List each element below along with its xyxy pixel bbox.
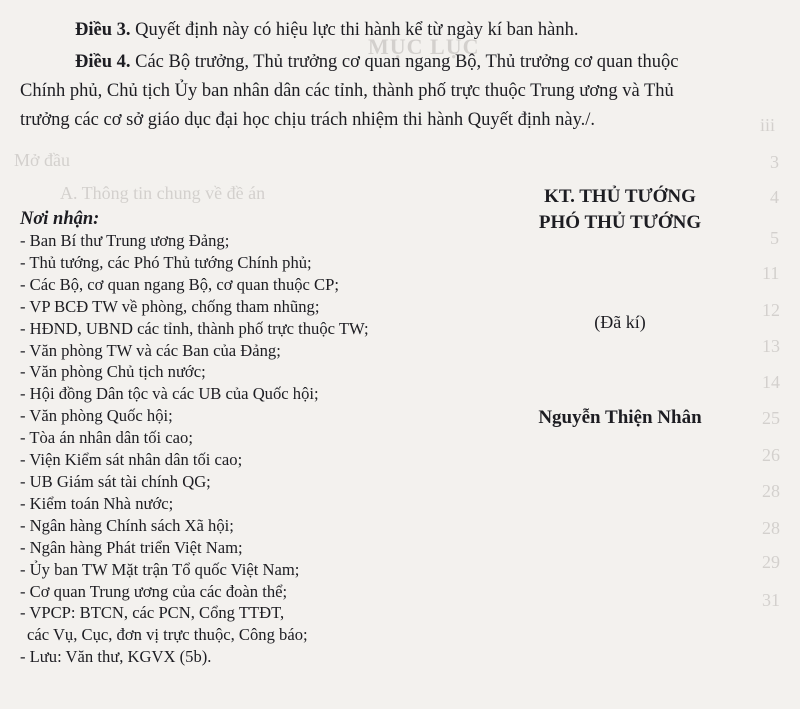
recipient-item: - Lưu: Văn thư, KGVX (5b). <box>20 647 212 667</box>
recipient-item: - Văn phòng Chủ tịch nước; <box>20 362 206 382</box>
bleed-page-number: 29 <box>762 552 780 572</box>
bleed-page-number: 13 <box>762 336 780 356</box>
recipient-item: - Văn phòng TW và các Ban của Đảng; <box>20 340 281 360</box>
recipient-item: - Hội đồng Dân tộc và các UB của Quốc hội; <box>20 384 319 404</box>
bleed-page-number: 28 <box>762 518 780 538</box>
recipient-item: - HĐND, UBND các tỉnh, thành phố trực thuộc TW; <box>20 318 369 338</box>
article-4-label: Điều 4. <box>75 52 131 72</box>
recipient-item: - Thủ tướng, các Phó Thủ tướng Chính phủ; <box>20 252 312 272</box>
article-4-paragraph <box>20 48 785 135</box>
article-3-label: Điều 3. <box>75 20 131 40</box>
signature-title-line-2: PHÓ THỦ TƯỚNG <box>538 212 702 233</box>
recipient-item: các Vụ, Cục, đơn vị trực thuộc, Công báo; <box>27 625 308 645</box>
bleed-page-number: 25 <box>762 408 780 428</box>
article-3-paragraph <box>20 16 785 45</box>
recipient-item: - Kiểm toán Nhà nước; <box>20 493 174 513</box>
article-4-line-3: trưởng các cơ sở giáo dục đại học chịu trách nhiệm thi hành Quyết định này./. <box>20 110 596 130</box>
bleed-page-number: 4 <box>770 187 779 207</box>
recipient-item: - Văn phòng Quốc hội; <box>20 406 173 426</box>
recipient-item: - Tòa án nhân dân tối cao; <box>20 428 193 448</box>
article-3-text: Quyết định này có hiệu lực thi hành kể từ ngày kí ban hành. <box>135 20 579 40</box>
recipient-item: - VPCP: BTCN, các PCN, Cổng TTĐT, <box>20 603 285 623</box>
recipient-item: - VP BCĐ TW về phòng, chống tham nhũng; <box>20 296 320 316</box>
recipient-item: - UB Giám sát tài chính QG; <box>20 471 211 491</box>
signed-note: (Đã kí) <box>594 312 646 332</box>
recipient-item: - Ủy ban TW Mặt trận Tổ quốc Việt Nam; <box>20 559 300 579</box>
bleed-title: MỤC LỤC <box>368 34 480 59</box>
bleed-entry-a: A. Thông tin chung về đề án <box>60 183 266 203</box>
recipient-item: - Cơ quan Trung ương của các đoàn thể; <box>20 581 288 601</box>
recipient-item: - Ngân hàng Phát triển Việt Nam; <box>20 537 243 557</box>
bleed-page-number: 31 <box>762 590 780 610</box>
recipients-heading: Nơi nhận: <box>20 209 100 229</box>
bleed-page-number: 5 <box>770 228 779 248</box>
signer-name: Nguyễn Thiện Nhân <box>538 407 702 428</box>
recipient-item: - Ban Bí thư Trung ương Đảng; <box>20 231 230 250</box>
bleed-page-number: 26 <box>762 445 780 465</box>
bleed-page-number: 12 <box>762 300 780 320</box>
article-4-line-1: Các Bộ trưởng, Thủ trưởng cơ quan ngang Bộ, Thủ trưởng cơ quan thuộc <box>135 52 679 72</box>
bleed-page-number: 11 <box>762 263 780 283</box>
bleed-page-number: 14 <box>762 372 780 392</box>
bleed-page-number: 3 <box>770 152 779 172</box>
recipient-item: - Viện Kiểm sát nhân dân tối cao; <box>20 450 243 470</box>
recipients-block <box>20 208 540 668</box>
bleed-page-number: iii <box>760 115 776 135</box>
recipient-item: - Ngân hàng Chính sách Xã hội; <box>20 515 234 535</box>
recipient-item: - Các Bộ, cơ quan ngang Bộ, cơ quan thuộc CP; <box>20 274 339 294</box>
bleed-page-number: 28 <box>762 481 780 501</box>
signature-title-line-1: KT. THỦ TƯỚNG <box>544 186 696 207</box>
article-4-line-2: Chính phủ, Chủ tịch Ủy ban nhân dân các tỉnh, thành phố trực thuộc Trung ương và Thủ <box>20 81 674 101</box>
bleed-intro: Mở đầu <box>14 150 71 170</box>
